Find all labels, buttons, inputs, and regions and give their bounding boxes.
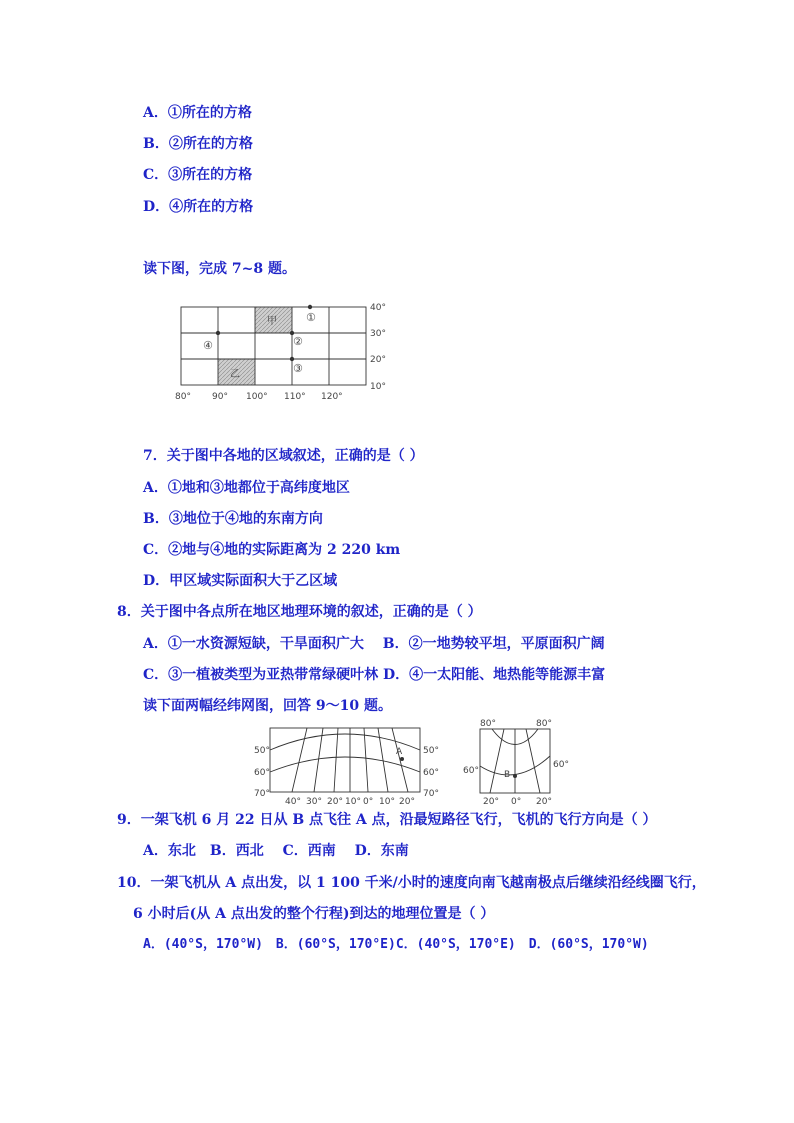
intro-9-10: 读下面两幅经纬网图，回答 9～10 题。: [143, 698, 392, 714]
lat-label: 30°: [370, 329, 386, 339]
q10-stem-line1: 10．一架飞机从 A 点出发，以 1 100 千米/小时的速度向南飞越南极点后继续沿经线圈飞行，: [117, 875, 706, 891]
q7-option-d: D．甲区域实际面积大于乙区域: [143, 573, 338, 589]
q8-stem: 8．关于图中各点所在地区地理环境的叙述，正确的是（ ）: [117, 604, 482, 620]
lat-label: 70°: [254, 789, 270, 799]
lon-label: 10°: [345, 797, 361, 807]
q6-option-b: B．②所在的方格: [143, 136, 253, 152]
q9-stem: 9．一架飞机 6 月 22 日从 B 点飞往 A 点，沿最短路径飞行，飞机的飞行方向是（ ）: [117, 812, 657, 828]
lon-label: 20°: [327, 797, 343, 807]
q6-option-d: D．④所在的方格: [143, 199, 254, 215]
lon-label: 30°: [306, 797, 322, 807]
side-label: 60°: [463, 766, 479, 776]
lon-label: 20°: [536, 797, 552, 807]
lat-label: 50°: [423, 746, 439, 756]
lat-label: 50°: [254, 746, 270, 756]
marker-1: ①: [306, 311, 316, 324]
point-b-label: B: [504, 770, 511, 780]
q9-options: A．东北 B．西北 C．西南 D．东南: [143, 843, 409, 859]
lon-label: 10°: [379, 797, 395, 807]
q7-option-a: A．①地和③地都位于高纬度地区: [143, 480, 350, 496]
lat-label: 40°: [370, 303, 386, 313]
lon-label: 120°: [321, 392, 343, 402]
q7-option-b: B．③地位于④地的东南方向: [143, 511, 323, 527]
q7-stem: 7．关于图中各地的区域叙述，正确的是（ ）: [143, 448, 424, 464]
lon-label: 20°: [483, 797, 499, 807]
q6-option-a: A．①所在的方格: [143, 105, 252, 121]
lat-label: 60°: [254, 768, 270, 778]
lon-label: 80°: [175, 392, 191, 402]
marker-3: ③: [293, 362, 303, 375]
region-yi-label: 乙: [230, 369, 240, 380]
lat-label: 20°: [370, 355, 386, 365]
lat-label: 60°: [423, 768, 439, 778]
q8-options-ab: A．①一水资源短缺，干旱面积广大 B．②一地势较平坦，平原面积广阔: [143, 636, 605, 652]
q10-stem-line2: 6 小时后(从 A 点出发的整个行程)到达的地理位置是（ ）: [133, 906, 495, 922]
point-a-label: A: [396, 747, 403, 757]
lat-label: 70°: [423, 789, 439, 799]
region-jia-label: 甲: [267, 316, 277, 327]
top-label: 80°: [480, 719, 496, 729]
marker-4: ④: [203, 339, 213, 352]
q6-option-c: C．③所在的方格: [143, 167, 253, 183]
lat-label: 10°: [370, 382, 386, 392]
lon-label: 0°: [363, 797, 374, 807]
grid-map-figure: [170, 298, 395, 402]
lon-label: 90°: [212, 392, 228, 402]
q8-options-cd: C．③一植被类型为亚热带常绿硬叶林 D．④一太阳能、地热能等能源丰富: [143, 667, 606, 683]
lon-label: 20°: [399, 797, 415, 807]
left-graticule-map: [252, 724, 442, 808]
right-graticule-map: [460, 716, 575, 808]
lon-label: 40°: [285, 797, 301, 807]
q7-option-c: C．②地与④地的实际距离为 2 220 km: [143, 542, 401, 558]
marker-2: ②: [293, 335, 303, 348]
lon-label: 100°: [246, 392, 268, 402]
lon-label: 110°: [284, 392, 306, 402]
top-label: 80°: [536, 719, 552, 729]
intro-7-8: 读下图，完成 7~8 题。: [143, 261, 296, 277]
lon-label: 0°: [511, 797, 522, 807]
q10-options: A．(40°S，170°W) B．(60°S，170°E)C．(40°S，170°E) D．(60°S，170°W): [143, 937, 649, 952]
side-label: 60°: [553, 760, 569, 770]
